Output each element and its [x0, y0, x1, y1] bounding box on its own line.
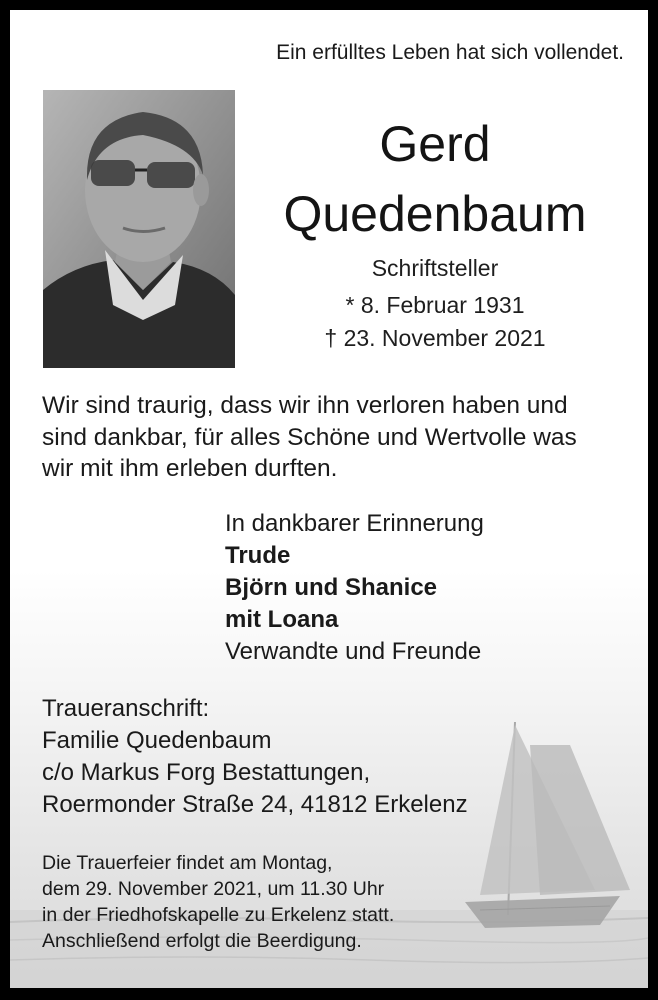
deceased-profession: Schriftsteller — [371, 255, 499, 281]
signers-block — [225, 508, 484, 668]
ceremony-line: Anschließend erfolgt die Beerdigung. — [42, 930, 362, 952]
ceremony-line: Die Trauerfeier findet am Montag, — [42, 852, 333, 874]
deceased-last-name: Quedenbaum — [283, 186, 587, 242]
address-line: Familie Quedenbaum — [42, 727, 272, 754]
message-line: sind dankbar, für alles Schöne und Wertvolle was — [42, 423, 577, 451]
ceremony-info — [42, 850, 394, 954]
motto: Ein erfülltes Leben hat sich vollendet. — [276, 41, 624, 64]
signer-name: Trude — [225, 542, 291, 569]
message-line: wir mit ihm erleben durften. — [42, 455, 338, 482]
address-line: c/o Markus Forg Bestattungen, — [42, 759, 371, 786]
address-label: Traueranschrift: — [42, 695, 210, 722]
ceremony-line: dem 29. November 2021, um 11.30 Uhr — [42, 878, 385, 900]
signer-name: Björn und Shanice — [225, 574, 438, 601]
message-line: Wir sind traurig, dass wir ihn verloren haben und — [42, 392, 568, 419]
mourning-address — [42, 693, 468, 821]
portrait-photo — [43, 90, 235, 368]
signer-name: mit Loana — [225, 606, 339, 633]
ceremony-line: in der Friedhofskapelle zu Erkelenz statt. — [42, 904, 395, 926]
address-line: Roermonder Straße 24, 41812 Erkelenz — [42, 791, 468, 818]
mourning-message — [42, 390, 632, 485]
signers-intro: In dankbarer Erinnerung — [225, 510, 484, 537]
signers-outro: Verwandte und Freunde — [225, 638, 482, 665]
deceased-first-name: Gerd — [379, 116, 491, 172]
birth-date: * 8. Februar 1931 — [345, 292, 525, 318]
obituary-notice — [10, 10, 648, 988]
portrait-image — [43, 90, 235, 368]
death-date: † 23. November 2021 — [324, 325, 546, 351]
